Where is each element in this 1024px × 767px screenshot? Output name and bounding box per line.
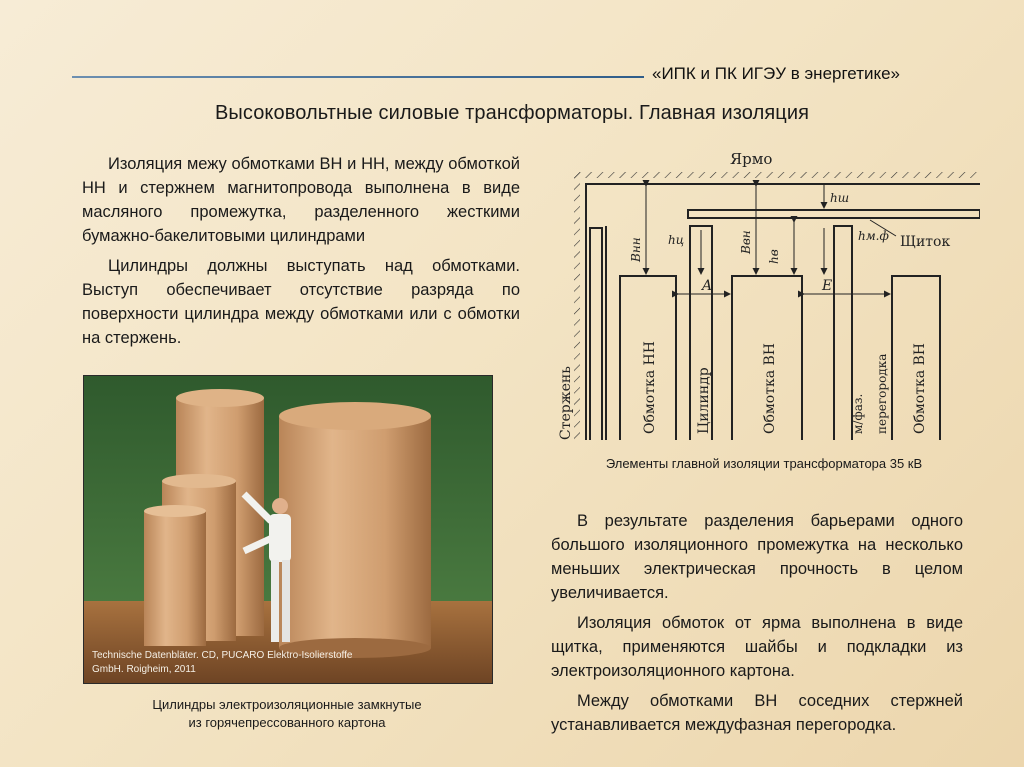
left-paragraph-2: Цилиндры должны выступать над обмотками. Выступ обеспечивает отсутствие разряда по поверхности цилиндра между обмотками или с обмотки на стержень.	[82, 257, 520, 347]
photo-caption-line-1: Цилиндры электроизоляционные замкнутые	[152, 697, 422, 712]
header-divider	[72, 76, 644, 78]
label-barrier-1: м/фаз.	[851, 393, 865, 434]
label-dim-hc: hц	[668, 233, 685, 247]
diagram-caption: Элементы главной изоляции трансформатора 35 кВ	[605, 456, 923, 471]
label-dim-e: E	[822, 278, 833, 294]
insulation-diagram	[540, 144, 980, 454]
right-text-block	[551, 509, 963, 743]
right-paragraph-2: Изоляция обмоток от ярма выполнена в виде щитка, применяются шайбы и подкладки из электроизоляционного картона.	[551, 614, 963, 680]
label-dim-bvn: Bвн	[739, 230, 753, 254]
label-cylinder: Цилиндр	[696, 367, 712, 434]
label-dim-hsh: hш	[830, 191, 850, 205]
cylinders-photo	[83, 375, 493, 684]
label-winding-lv: Обмотка НН	[642, 341, 658, 434]
label-dim-a: A	[702, 278, 713, 294]
left-paragraph-1: Изоляция межу обмотками ВН и НН, между обмоткой НН и стержнем магнитопровода выполнена в виде масляного промежутка, разделенного жесткими бумажно-бакелитовыми цилиндрами	[82, 155, 520, 245]
phase-barrier	[834, 226, 852, 440]
right-paragraph-3: Между обмотками ВН соседних стержней устанавливается междуфазная перегородка.	[551, 692, 963, 734]
label-shield: Щиток	[900, 234, 951, 250]
organization-title: «ИПК и ПК ИГЭУ в энергетике»	[652, 64, 901, 83]
inner-cylinder	[590, 228, 602, 440]
label-dim-hmf: hм.ф	[858, 229, 889, 243]
label-winding-hv-2: Обмотка ВН	[912, 342, 928, 434]
left-text-block	[82, 152, 520, 356]
label-yoke: Ярмо	[730, 150, 773, 168]
label-core: Стержень	[558, 366, 574, 440]
shield	[688, 210, 980, 218]
photo-credit-line-2: GmbH. Roigheim, 2011	[92, 664, 196, 675]
label-dim-bnn: Bнн	[629, 237, 643, 262]
photo-credit-line-1: Technische Datenbläter. CD, PUCARO Elektro-Isolierstoffe	[92, 650, 353, 661]
label-barrier-2: перегородка	[875, 353, 889, 434]
right-paragraph-1: В результате разделения барьерами одного большого изоляционного промежутка на несколько меньших электрическая прочность в целом увеличивается.	[551, 512, 963, 602]
label-dim-hv: hв	[767, 249, 781, 264]
photo-caption	[83, 696, 491, 732]
photo-caption-line-2: из горячепрессованного картона	[188, 715, 386, 730]
slide-title: Высоковольтные силовые трансформаторы. Главная изоляция	[214, 102, 810, 124]
photo-credit	[92, 649, 392, 677]
label-winding-hv: Обмотка ВН	[762, 342, 778, 434]
